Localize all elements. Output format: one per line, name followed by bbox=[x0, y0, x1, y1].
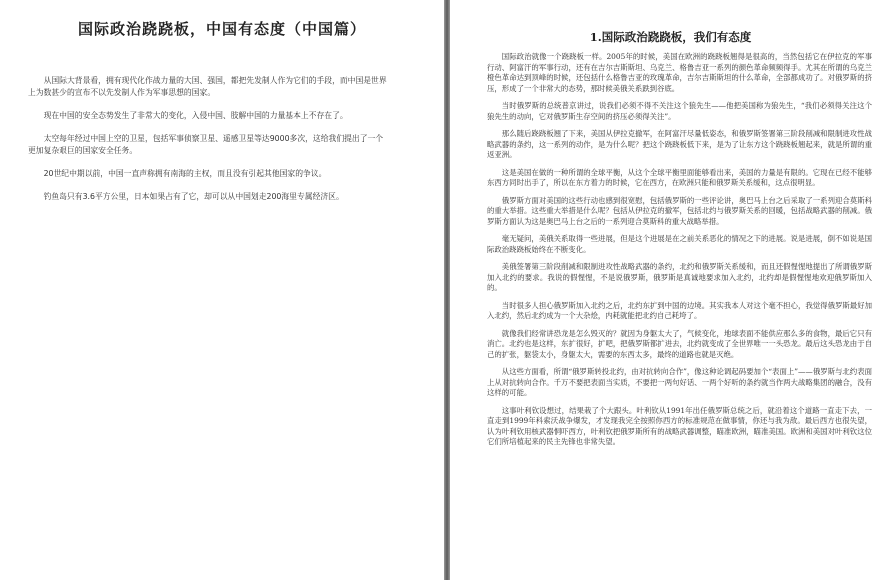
right-paragraph: 俄罗斯方面对美国的这些行动也感到很宽慰，包括俄罗斯的一些评论讲，奥巴马上台之后采取了一系列迎合莫斯科的重大举措。这些重大举措是什么呢？包括从伊拉克的撤军，包括北约与俄罗斯关系的回暖，包括战略武器的削减。俄罗斯方面认为这是奥巴马上台之后的一系列迎合莫斯科的重大战略举措。 bbox=[487, 195, 872, 226]
right-paragraph: 国际政治就像一个跷跷板一样。2005年的时候，美国在欧洲的跷跷板翘得是很高的，当然包括它在伊拉克的军事行动、阿富汗的军事行动，还有在吉尔吉斯斯坦、乌克兰、格鲁吉亚一系列的颜色革命频频得手。尤其在所谓的乌克兰橙色革命达到顶峰的时候，还包括什么格鲁吉亚的玫瑰革命，吉尔吉斯斯坦的什么革命，全部都成功了。对俄罗斯的挤压，形成了一个非常大的态势，那时候美俄关系跌到谷底。 bbox=[487, 52, 872, 93]
right-paragraph: 这是美国在做的一种所谓的全球平衡，从这个全球平衡里面能够看出来，美国的力量是有限的。它现在已经不能够东西方同时出手了，所以在东方着力的时候，它在西方，在欧洲只能和俄罗斯关系缓和，这点很明显。 bbox=[487, 167, 872, 187]
right-paragraph: 就像我们经常讲恐龙是怎么毁灭的？就因为身躯太大了，气候变化，地球表面不能供应那么多的食物，最后它只有消亡。北约也是这样，东扩很好，扩吧，把俄罗斯都扩进去，北约就变成了全世界唯一一头恐龙。最后这头恐龙由于自己的扩张，躯袋太小，身躯太大，需要的东西太多，最终的道路也就是灭绝。 bbox=[487, 328, 872, 359]
right-page-title: 1.国际政治跷跷板，我们有态度 bbox=[589, 30, 752, 44]
right-paragraph: 从这些方面看，所谓“俄罗斯转投北约，由对抗转向合作”，像这种论调起码要加个“表面上”——俄罗斯与北约表面上从对抗转向合作。千万不要把表面当实质，不要把一两句好话、一两个好听的条约就当作两大战略集团的融合，没有这样的可能。 bbox=[487, 367, 872, 397]
left-paragraph: 现在中国的安全态势发生了非常大的变化，入侵中国、肢解中国的力量基本上不存在了。 bbox=[43, 111, 348, 120]
right-paragraph: 美俄签署第三阶段削减和限制进攻性战略武器的条约，北约和俄罗斯关系缓和，而且还假惺惺地提出了所谓俄罗斯加入北约的要求。我说的假惺惺，不是说俄罗斯，俄罗斯是真诚地要求加入北约，北约却是假惺惺地欢迎俄罗斯加入的。 bbox=[487, 262, 872, 292]
left-page bbox=[0, 0, 444, 580]
left-page-body bbox=[28, 75, 388, 214]
right-paragraph: 当时俄罗斯的总统普京讲过，说我们必须不得不关注这个狼先生——他把美国称为狼先生，“我们必须得关注这个狼先生的动向，它对俄罗斯生存空间的挤压必须得关注”。 bbox=[487, 101, 872, 121]
left-paragraph: 从国际大背景看，拥有现代化作战力量的大国、强国，都把先发制人作为它们的手段，而中国是世界上为数甚少的宣布不以先发制人作为军事思想的国家。 bbox=[28, 76, 387, 97]
right-paragraph: 这事叶利钦设想过，结果栽了个大跟头。叶利钦从1991年出任俄罗斯总统之后，就沿着这个道路一直走下去，一直走到1999年科索沃战争爆发，才发现我完全按照你西方的标准规范在做事情，你还与我为敌。最后西方也很失望，认为叶利钦用核武器恫吓西方，叶利钦把俄罗斯所有的战略武器调整，瞄准欧洲，瞄准美国。欧洲和美国对叶利钦这位它们所培植起来的民主先锋也非常失望。 bbox=[487, 405, 872, 446]
right-paragraph: 毫无疑问，美俄关系取得一些进展，但是这个进展是在之前关系恶化的情况之下的进展。说是进展，倒不如说是国际政治跷跷板始终在不断变化。 bbox=[487, 234, 872, 254]
left-page-title: 国际政治跷跷板，中国有态度（中国篇） bbox=[77, 20, 366, 38]
left-paragraph: 20世纪中期以前，中国一直声称拥有南海的主权，而且没有引起其他国家的争议。 bbox=[43, 169, 327, 178]
left-paragraph: 太空每年经过中国上空的卫星，包括军事侦察卫星、遥感卫星等达9000多次，这给我们提出了一个更加复杂艰巨的国家安全任务。 bbox=[28, 134, 384, 155]
right-page-body bbox=[487, 52, 872, 455]
right-page bbox=[450, 0, 891, 580]
right-paragraph: 那么随后跷跷板翘了下来，美国从伊拉克撤军，在阿富汗尽量低姿态，和俄罗斯签署第三阶段削减和限制进攻性战略武器的条约，这一系列的动作，是为什么呢？把这个跷跷板低下来，是为了让东方这个跷跷板翘起来，就是所谓的重返亚洲。 bbox=[487, 129, 872, 159]
right-paragraph: 当时很多人担心俄罗斯加入北约之后，北约东扩到中国的边境。其实我本人对这个毫不担心，我觉得俄罗斯最好加入北约，然后北约成为一个大杂烩，内耗就能把北约自己耗垮了。 bbox=[487, 300, 872, 320]
left-paragraph: 钓鱼岛只有3.6平方公里，日本如果占有了它，却可以从中国划走200海里专属经济区。 bbox=[43, 192, 344, 201]
